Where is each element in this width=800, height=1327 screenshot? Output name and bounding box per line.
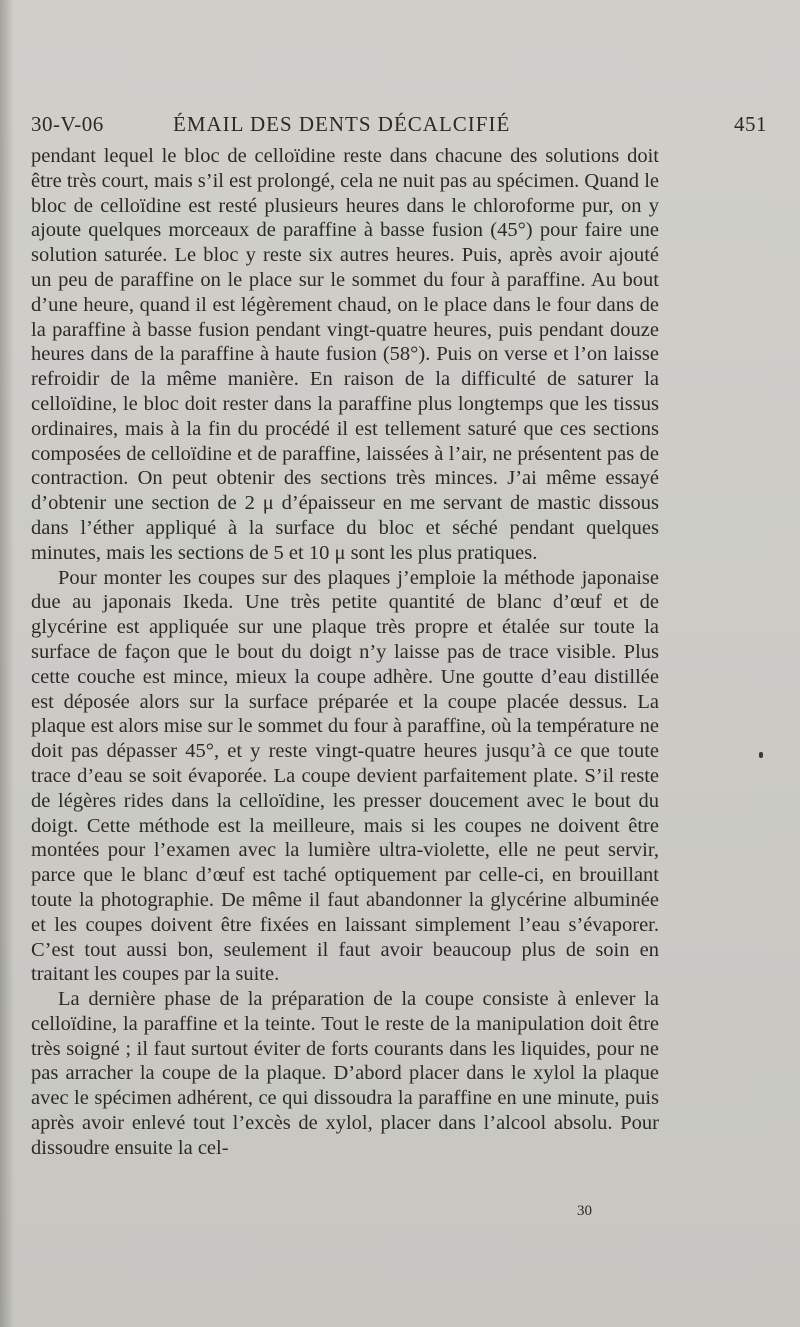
paragraph-2: Pour monter les coupes sur des plaques j’emploie la méthode japonaise due au japonais Ikeda. Une très petite quantité de blanc d’œuf et de glycérine est appliquée sur une plaque très propre et étalée sur toute la surface de façon que le bout du doigt n’y laisse pas de trace visible. Plus cette couche est mince, mieux la coupe adhère. Une goutte d’eau distillée est déposée alors sur la surface préparée et la coupe placée dessus. La plaque est alors mise sur le sommet du four à paraffine, où la température ne doit pas dépasser 45°, et y reste vingt-quatre heures jusqu’à ce que toute trace d’eau se soit évaporée. La coupe devient parfaitement plate. S’il reste de légères rides dans la celloïdine, les presser doucement avec le bout du doigt. Cette méthode est la meilleure, mais si les coupes ne doivent être montées pour l’examen avec la lumière ultra-violette, elle ne peut servir, parce que le blanc d’œuf est taché optiquement par celle-ci, en brouillant toute la photographie. De même il faut abandonner la glycérine albuminée et les coupes doivent être fixées en laissant simplement l’eau s’évaporer. C’est tout aussi bon, seulement il faut avoir beaucoup plus de soin en traitant les coupes par la suite.	[31, 566, 659, 986]
running-head	[31, 112, 767, 142]
paragraph-3: La dernière phase de la préparation de la coupe consiste à enlever la celloïdine, la paraffine et la teinte. Tout le reste de la manipulation doit être très soigné ; il faut surtout éviter de forts courants dans les liquides, pour ne pas arracher la coupe de la plaque. D’abord placer dans le xylol la plaque avec le spécimen adhérent, ce qui dissoudra la paraffine en une minute, puis après avoir enlevé tout l’excès de xylol, placer dans l’alcool absolu. Pour dissoudre ensuite la cel-	[31, 988, 659, 1159]
section-date: 30-V-06	[31, 112, 104, 136]
margin-speck	[759, 752, 763, 758]
body-text	[31, 144, 659, 1161]
signature-mark: 30	[577, 1203, 592, 1219]
running-title: ÉMAIL DES DENTS DÉCALCIFIÉ	[173, 112, 511, 136]
paragraph-1: pendant lequel le bloc de celloïdine reste dans chacune des solutions doit être très court, mais s’il est prolongé, cela ne nuit pas au spécimen. Quand le bloc de celloïdine est resté plusieurs heures dans le chloroforme pur, on y ajoute quelques morceaux de paraffine à basse fusion (45°) pour faire une solution saturée. Le bloc y reste six autres heures. Puis, après avoir ajouté un peu de paraffine on le place sur le sommet du four à paraffine. Au bout d’une heure, quand il est légèrement chaud, on le place dans le four dans de la paraffine à basse fusion pendant vingt-quatre heures, puis pendant douze heures dans de la paraffine à haute fusion (58°). Puis on verse et l’on laisse refroidir de la même manière. En raison de la difficulté de saturer la celloïdine, le bloc doit rester dans la paraffine plus longtemps que les tissus ordinaires, mais à la fin du procédé il est tellement saturé que ces sections composées de celloïdine et de paraffine, laissées à l’air, ne présentent pas de contraction. On peut obtenir des sections très minces. J’ai même essayé d’obtenir une section de 2 μ d’épaisseur en me servant de mastic dissous dans l’éther appliqué à la surface du bloc et séché pendant quelques minutes, mais les sections de 5 et 10 μ sont les plus pratiques.	[31, 145, 659, 564]
page-number: 451	[734, 112, 767, 136]
